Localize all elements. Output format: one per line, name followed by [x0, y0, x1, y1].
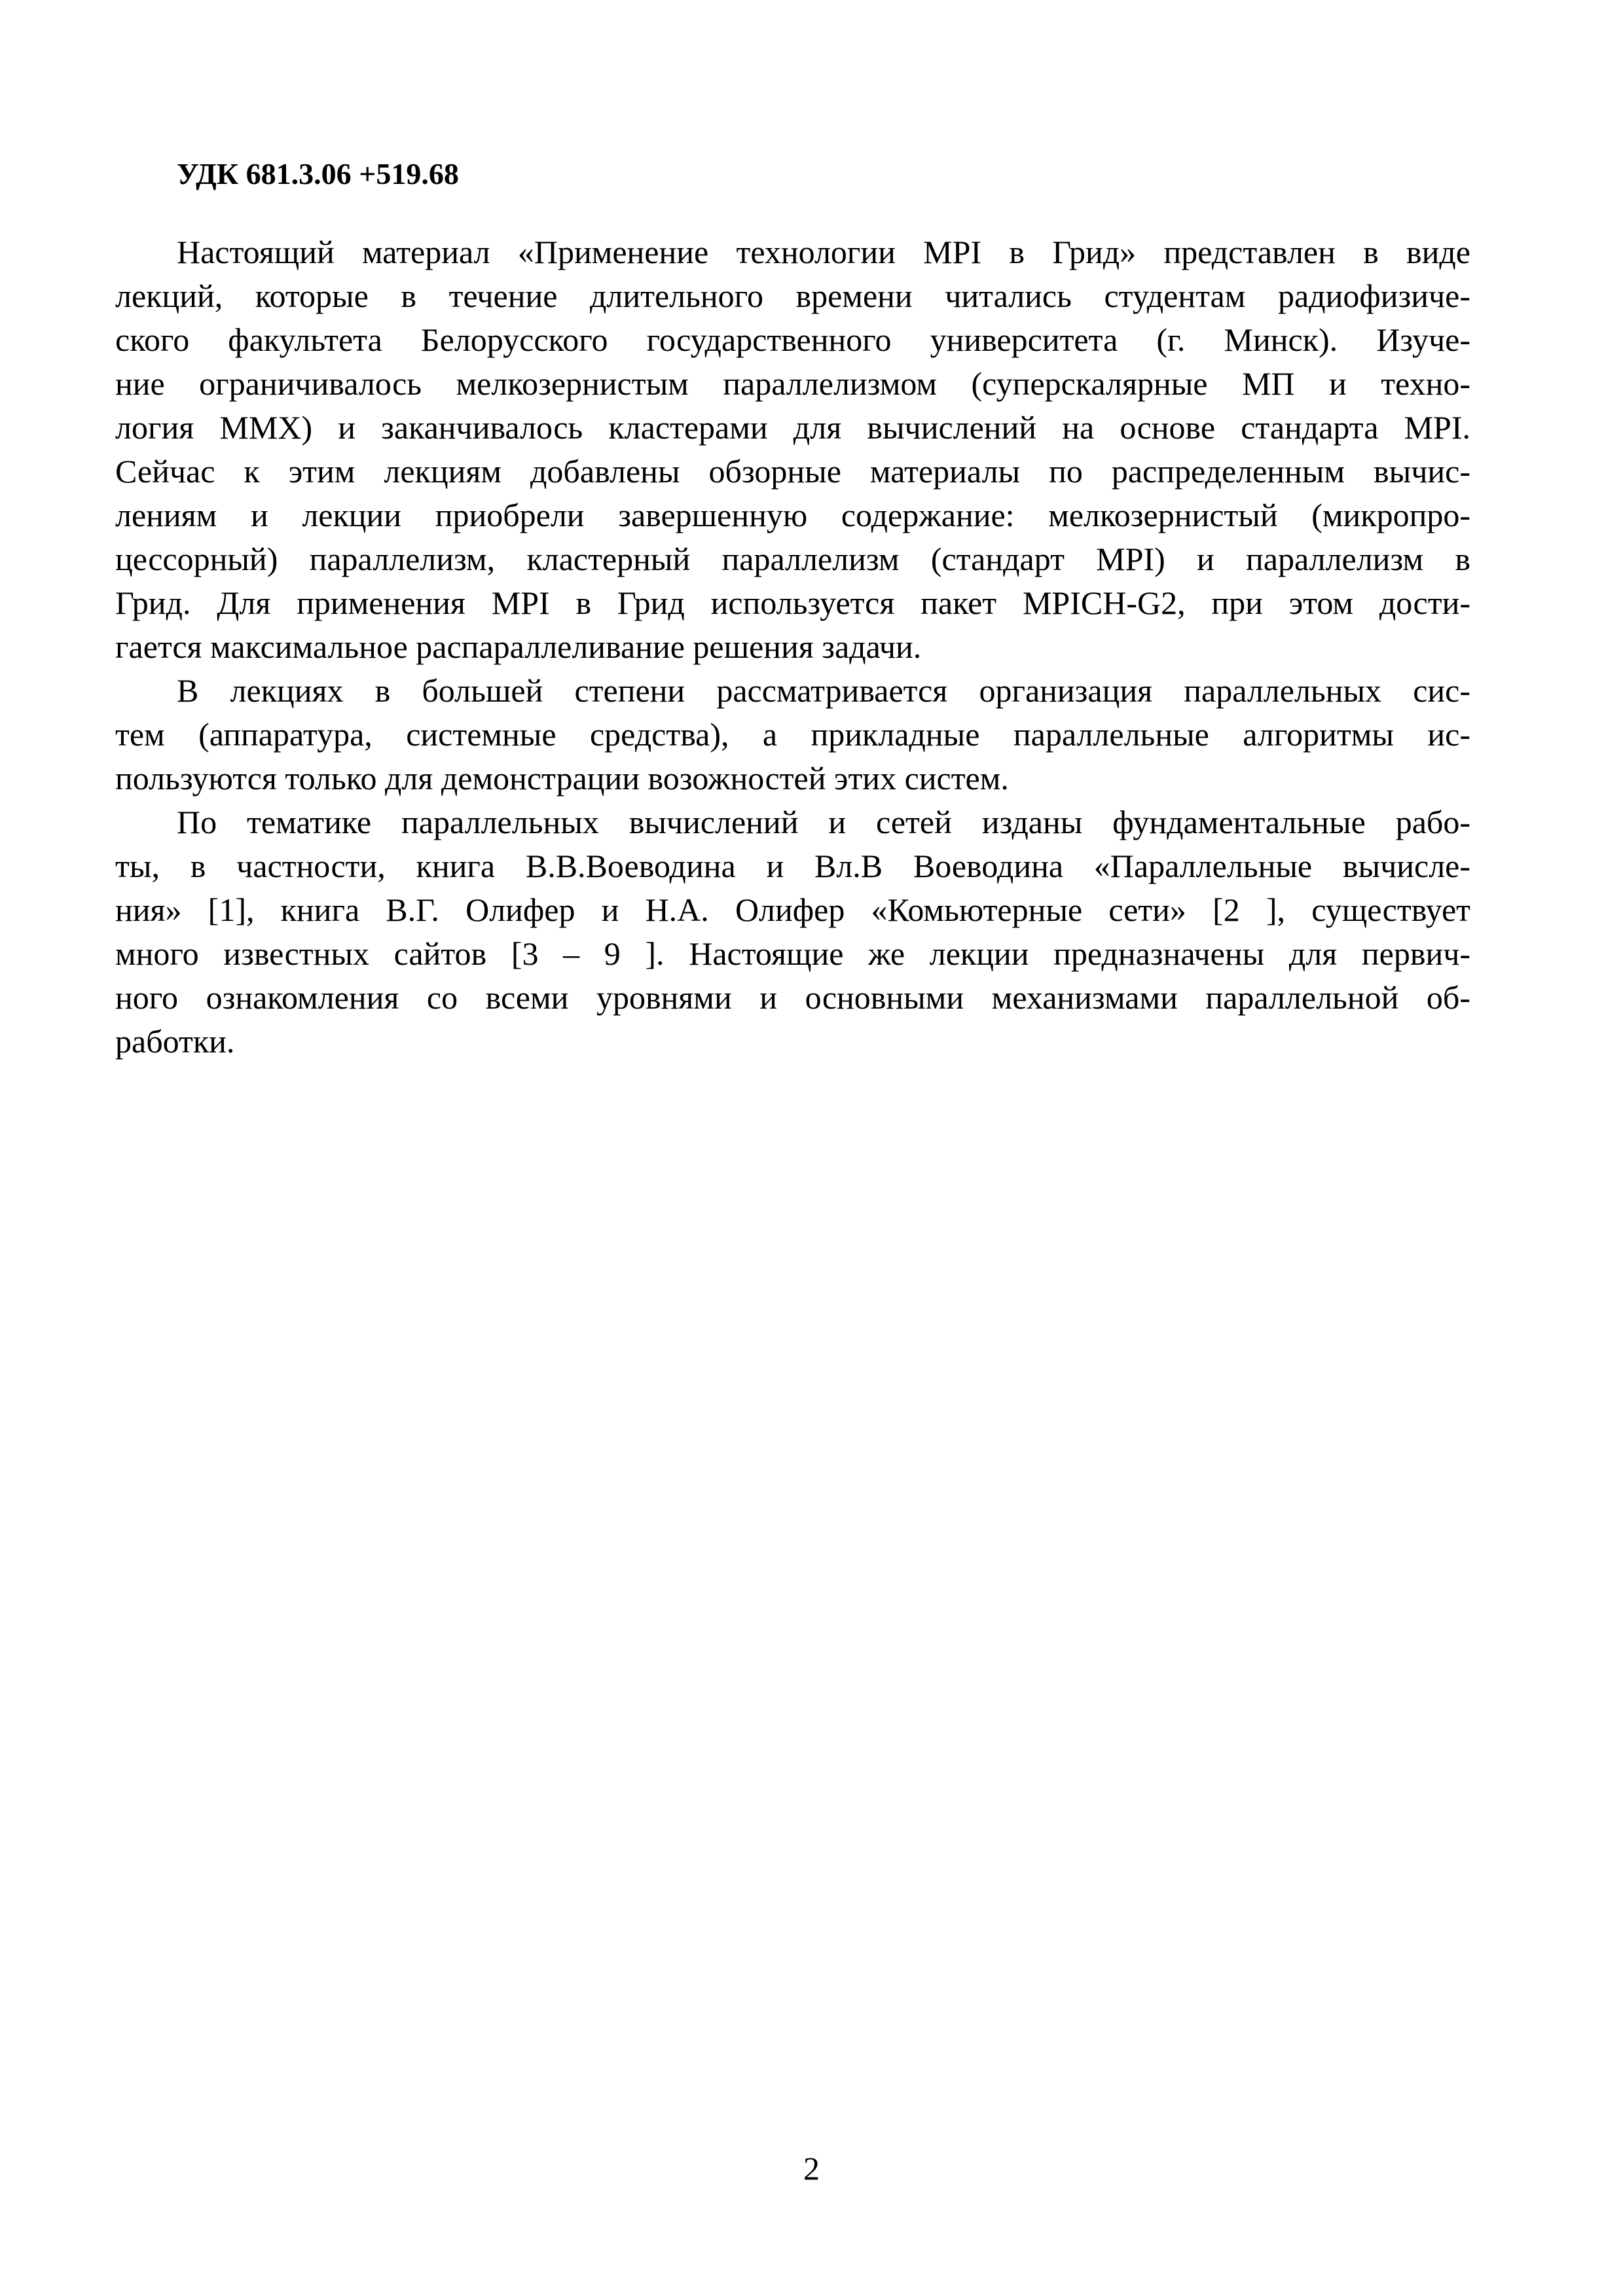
paragraph-line: лениям и лекции приобрели завершенную содержание: мелкозернистый (микропро-: [115, 497, 1470, 533]
paragraph-line: По тематике параллельных вычислений и сетей изданы фундаментальные рабо-: [177, 804, 1470, 840]
paragraph-line: В лекциях в большей степени рассматривается организация параллельных сис-: [177, 672, 1470, 709]
page-number: 2: [803, 2150, 820, 2187]
udk-code: УДК 681.3.06 +519.68: [177, 157, 459, 190]
paragraph-line: цессорный) параллелизм, кластерный параллелизм (стандарт MPI) и параллелизм в: [115, 541, 1470, 577]
paragraph-line: ты, в частности, книга В.В.Воеводина и Вл.В Воеводина «Параллельные вычисле-: [115, 848, 1470, 884]
paragraph-line: лекций, которые в течение длительного времени читались студентам радиофизиче-: [115, 278, 1470, 314]
paragraph-line: ния» [1], книга В.Г. Олифер и Н.А. Олифер «Комьютерные сети» [2 ], существует: [115, 891, 1470, 928]
paragraph-3: [115, 800, 1470, 1064]
paragraph-line: ного ознакомления со всеми уровнями и основными механизмами параллельной об-: [115, 979, 1470, 1016]
paragraph-line: гается максимальное распараллеливание решения задачи.: [115, 628, 922, 665]
paragraph-line: Грид. Для применения MPI в Грид используется пакет MPICH-G2, при этом дости-: [115, 584, 1470, 621]
paragraph-line: Сейчас к этим лекциям добавлены обзорные материалы по распределенным вычис-: [115, 453, 1470, 490]
paragraph-line: логия MMX) и заканчивалось кластерами для вычислений на основе стандарта MPI.: [115, 409, 1470, 446]
body-text: [115, 230, 1470, 1064]
paragraph-line: ние ограничивалось мелкозернистым параллелизмом (суперскалярные МП и техно-: [115, 365, 1470, 402]
paragraph-line: много известных сайтов [3 – 9 ]. Настоящие же лекции предназначены для первич-: [115, 935, 1470, 972]
paragraph-line: Настоящий материал «Применение технологии MPI в Грид» представлен в виде: [177, 234, 1470, 270]
paragraph-line: работки.: [115, 1023, 235, 1060]
paragraph-line: ского факультета Белорусского государственного университета (г. Минск). Изуче-: [115, 321, 1470, 358]
paragraph-line: тем (аппаратура, системные средства), а прикладные параллельные алгоритмы ис-: [115, 716, 1470, 753]
paragraph-2: [115, 669, 1470, 800]
paragraph-1: [115, 230, 1470, 669]
paragraph-line: пользуются только для демонстрации возожностей этих систем.: [115, 760, 1009, 797]
